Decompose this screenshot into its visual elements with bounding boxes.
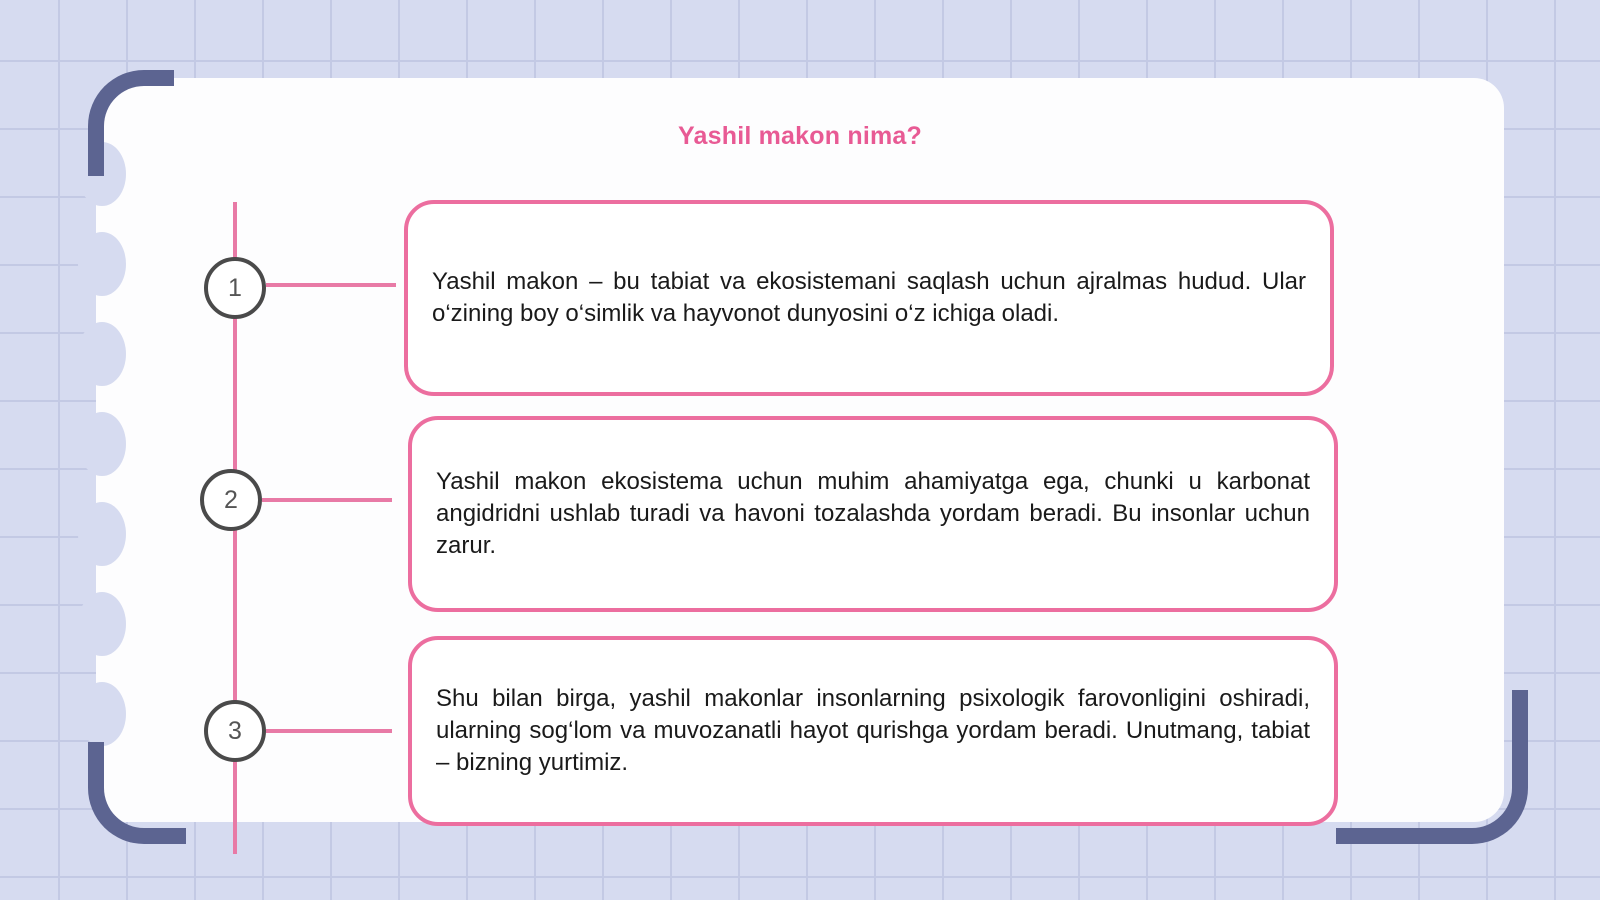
slide-title: Yashil makon nima? — [678, 122, 922, 150]
paper-edge-notch — [78, 682, 126, 746]
timeline-connector-3 — [266, 729, 392, 733]
info-card-3 — [408, 636, 1338, 826]
timeline-node-3: 3 — [204, 700, 266, 762]
paper-edge-notch — [78, 412, 126, 476]
timeline-connector-2 — [262, 498, 392, 502]
info-card-text: Yashil makon – bu tabiat va ekosistemani saqlash uchun ajralmas hudud. Ular o‘zining boy o‘simlik va hayvonot dunyosini o‘z ichiga oladi. — [432, 268, 1306, 327]
timeline-connector-1 — [266, 283, 396, 287]
paper-edge-notch — [78, 592, 126, 656]
corner-bracket-bottom-left — [88, 742, 186, 844]
timeline-node-2: 2 — [200, 469, 262, 531]
corner-bracket-top-left — [88, 70, 174, 176]
corner-bracket-bottom-right — [1336, 690, 1528, 844]
info-card-text: Yashil makon ekosistema uchun muhim ahamiyatga ega, chunki u karbonat angidridni ushlab turadi va havoni tozalashda yordam beradi. Bu insonlar uchun zarur. — [436, 468, 1310, 559]
timeline-node-1: 1 — [204, 257, 266, 319]
info-card-2 — [408, 416, 1338, 612]
paper-edge-notch — [78, 322, 126, 386]
info-card-text: Shu bilan birga, yashil makonlar insonlarning psixologik farovonligini oshiradi, ularning sog‘lom va muvozanatli hayot qurishga yordam beradi. Unutmang, tabiat – bizning yurtimiz. — [436, 685, 1310, 776]
paper-edge-notch — [78, 502, 126, 566]
info-card-1 — [404, 200, 1334, 396]
paper-edge-notch — [78, 232, 126, 296]
